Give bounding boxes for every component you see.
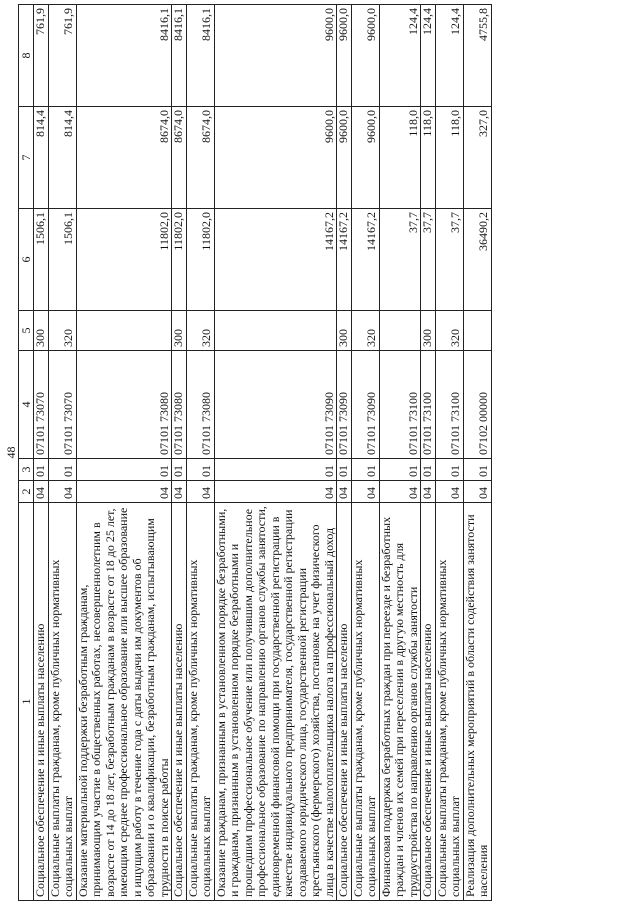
header-cell: 7	[19, 107, 34, 209]
table-row	[421, 5, 436, 901]
subsection-code-cell: 01	[421, 459, 436, 481]
table-row	[76, 5, 172, 901]
amount-cell: 124,4	[435, 5, 463, 107]
amount-cell: 11802,0	[172, 209, 187, 311]
target-code-cell: 07102 00000	[463, 351, 491, 459]
amount-cell: 1506,1	[34, 209, 49, 311]
subsection-code-cell: 01	[214, 459, 337, 481]
amount-cell: 14167,2	[214, 209, 337, 311]
subsection-code-cell: 01	[351, 459, 379, 481]
subsection-code-cell: 01	[34, 459, 49, 481]
target-code-cell: 07101 73080	[186, 351, 214, 459]
amount-cell: 814,4	[48, 107, 76, 209]
target-code-cell: 07101 73090	[214, 351, 337, 459]
table-row	[337, 5, 352, 901]
target-code-cell: 07101 73080	[76, 351, 172, 459]
expense-type-cell	[76, 311, 172, 351]
amount-cell: 761,9	[34, 5, 49, 107]
amount-cell: 118,0	[379, 107, 421, 209]
expense-type-cell: 320	[435, 311, 463, 351]
subsection-code-cell: 01	[172, 459, 187, 481]
header-row	[19, 5, 34, 901]
amount-cell: 14167,2	[337, 209, 352, 311]
amount-cell: 11802,0	[76, 209, 172, 311]
amount-cell: 8416,1	[76, 5, 172, 107]
amount-cell: 9600,0	[337, 107, 352, 209]
target-code-cell: 07101 73080	[172, 351, 187, 459]
target-code-cell: 07101 73070	[34, 351, 49, 459]
expense-type-cell: 320	[351, 311, 379, 351]
amount-cell: 9600,0	[351, 107, 379, 209]
amount-cell: 1506,1	[48, 209, 76, 311]
section-code-cell: 04	[351, 481, 379, 503]
expense-type-cell: 300	[34, 311, 49, 351]
expense-type-cell: 320	[186, 311, 214, 351]
amount-cell: 124,4	[379, 5, 421, 107]
row-name-cell: Оказание материальной поддержки безработным гражданам, принимающим участие в общественных работах, несовершеннолетним в возрасте от 14 до 18 лет, безработным гражданам в возрасте от 18 до 25 лет, имеющим среднее профессиональное образование или высшее образование и ищущим работу в течение года с даты выдачи им документов об образовании и о квалификации, безработным гражданам, испытывающим трудности в поиске работы	[76, 503, 172, 901]
subsection-code-cell: 01	[463, 459, 491, 481]
section-code-cell: 04	[172, 481, 187, 503]
amount-cell: 8416,1	[172, 5, 187, 107]
amount-cell: 9600,0	[351, 5, 379, 107]
row-name-cell: Реализация дополнительных мероприятий в области содействия занятости населения	[463, 503, 491, 901]
table-row	[34, 5, 49, 901]
section-code-cell: 04	[463, 481, 491, 503]
amount-cell: 37,7	[435, 209, 463, 311]
row-name-cell: Социальное обеспечение и иные выплаты населению	[172, 503, 187, 901]
target-code-cell: 07101 73090	[337, 351, 352, 459]
amount-cell: 11802,0	[186, 209, 214, 311]
subsection-code-cell: 01	[48, 459, 76, 481]
table-row	[351, 5, 379, 901]
target-code-cell: 07101 73100	[435, 351, 463, 459]
amount-cell: 8674,0	[172, 107, 187, 209]
amount-cell: 8416,1	[186, 5, 214, 107]
subsection-code-cell: 01	[379, 459, 421, 481]
table-body	[34, 5, 492, 901]
table-row	[172, 5, 187, 901]
expense-type-cell: 300	[337, 311, 352, 351]
amount-cell: 37,7	[379, 209, 421, 311]
amount-cell: 9600,0	[214, 107, 337, 209]
section-code-cell: 04	[76, 481, 172, 503]
amount-cell: 9600,0	[337, 5, 352, 107]
amount-cell: 327,0	[463, 107, 491, 209]
section-code-cell: 04	[34, 481, 49, 503]
target-code-cell: 07101 73100	[421, 351, 436, 459]
header-cell: 6	[19, 209, 34, 311]
row-name-cell: Социальное обеспечение и иные выплаты населению	[337, 503, 352, 901]
target-code-cell: 07101 73100	[379, 351, 421, 459]
header-cell: 2	[19, 481, 34, 503]
row-name-cell: Оказание гражданам, признанным в установленном порядке безработными, и гражданам, признанным в установленном порядке безработными и прошедшим профессиональное обучение или получившим дополнительное профессиональное образование по направлению органов службы занятости, единовременной финансовой помощи при государственной регистрации в качестве индивидуального предпринимателя, государственной регистрации создаваемого юридического лица, государственной регистрации крестьянского (фермерского) хозяйства, постановке на учет физического лица в качестве налогоплательщика налога на профессиональный доход	[214, 503, 337, 901]
target-code-cell: 07101 73070	[48, 351, 76, 459]
header-cell: 1	[19, 503, 34, 901]
table-row	[48, 5, 76, 901]
row-name-cell: Социальные выплаты гражданам, кроме публичных нормативных социальных выплат	[186, 503, 214, 901]
expense-type-cell	[379, 311, 421, 351]
subsection-code-cell: 01	[186, 459, 214, 481]
section-code-cell: 04	[379, 481, 421, 503]
row-name-cell: Социальные выплаты гражданам, кроме публичных нормативных социальных выплат	[351, 503, 379, 901]
subsection-code-cell: 01	[337, 459, 352, 481]
expense-type-cell: 320	[48, 311, 76, 351]
amount-cell: 36490,2	[463, 209, 491, 311]
table-row	[186, 5, 214, 901]
target-code-cell: 07101 73090	[351, 351, 379, 459]
expense-type-cell: 300	[172, 311, 187, 351]
section-code-cell: 04	[186, 481, 214, 503]
amount-cell: 9600,0	[214, 5, 337, 107]
amount-cell: 8674,0	[76, 107, 172, 209]
section-code-cell: 04	[337, 481, 352, 503]
row-name-cell: Социальные выплаты гражданам, кроме публичных нормативных социальных выплат	[435, 503, 463, 901]
table-row	[463, 5, 491, 901]
expense-type-cell: 300	[421, 311, 436, 351]
table-row	[214, 5, 337, 901]
section-code-cell: 04	[435, 481, 463, 503]
row-name-cell: Социальное обеспечение и иные выплаты населению	[421, 503, 436, 901]
section-code-cell: 04	[48, 481, 76, 503]
budget-table	[18, 4, 492, 901]
row-name-cell: Социальное обеспечение и иные выплаты населению	[34, 503, 49, 901]
table-row	[379, 5, 421, 901]
amount-cell: 8674,0	[186, 107, 214, 209]
section-code-cell: 04	[421, 481, 436, 503]
amount-cell: 118,0	[421, 107, 436, 209]
expense-type-cell	[214, 311, 337, 351]
subsection-code-cell: 01	[76, 459, 172, 481]
row-name-cell: Социальные выплаты гражданам, кроме публичных нормативных социальных выплат	[48, 503, 76, 901]
section-code-cell: 04	[214, 481, 337, 503]
expense-type-cell	[463, 311, 491, 351]
header-cell: 8	[19, 5, 34, 107]
subsection-code-cell: 01	[435, 459, 463, 481]
amount-cell: 814,4	[34, 107, 49, 209]
amount-cell: 761,9	[48, 5, 76, 107]
amount-cell: 124,4	[421, 5, 436, 107]
amount-cell: 37,7	[421, 209, 436, 311]
amount-cell: 4755,8	[463, 5, 491, 107]
header-cell: 3	[19, 459, 34, 481]
header-cell: 4	[19, 351, 34, 459]
page-number: 48	[4, 446, 18, 459]
amount-cell: 118,0	[435, 107, 463, 209]
header-cell: 5	[19, 311, 34, 351]
row-name-cell: Финансовая поддержка безработных граждан при переезде и безработных граждан и членов их семей при переселении в другую местность для трудоустройства по направлению органов службы занятости	[379, 503, 421, 901]
amount-cell: 14167,2	[351, 209, 379, 311]
table-row	[435, 5, 463, 901]
